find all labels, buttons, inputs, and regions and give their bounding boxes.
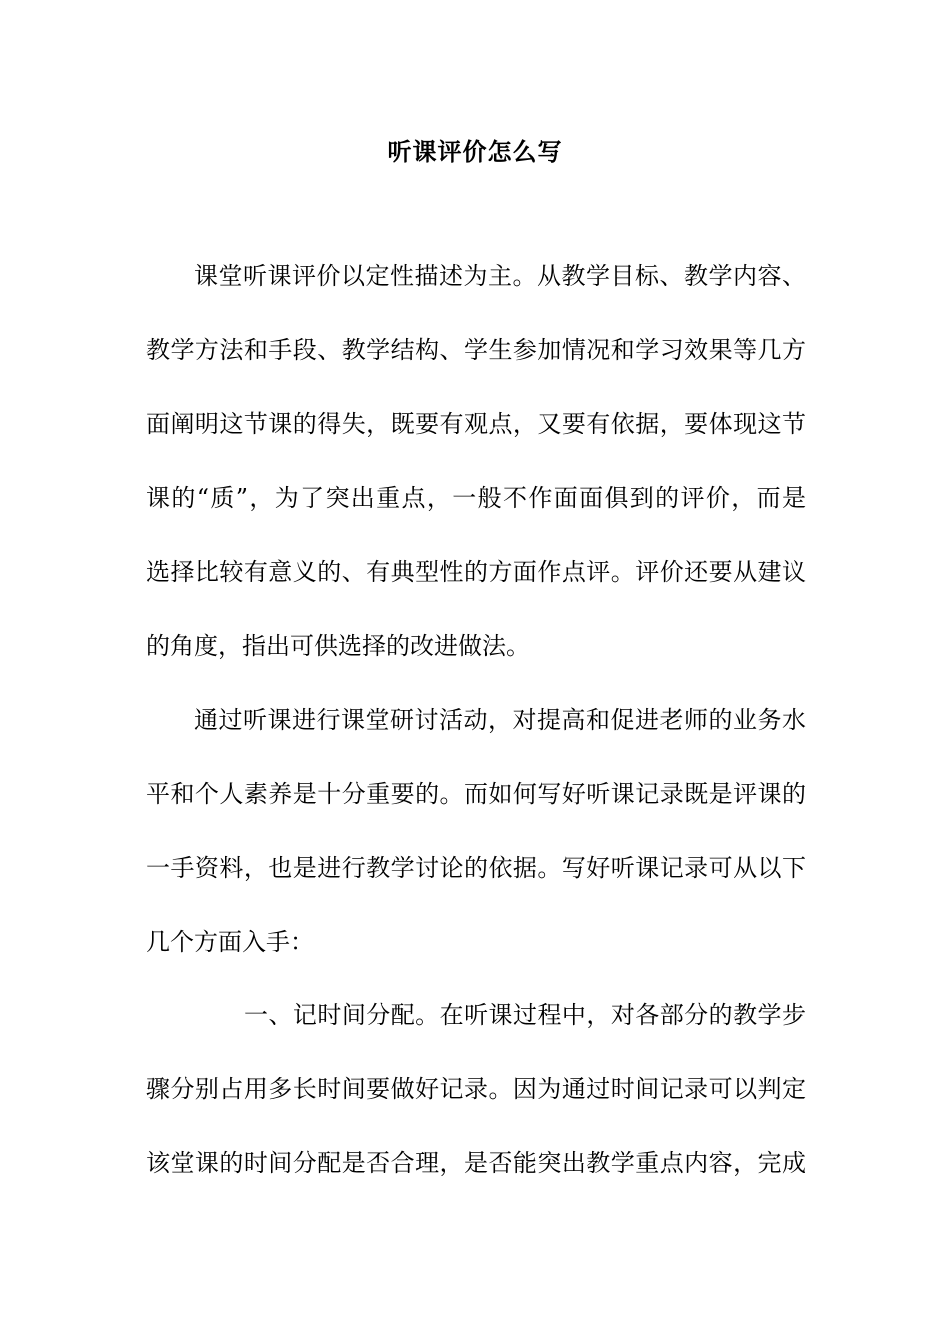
paragraph-1-line-1: 课堂听课评价以定性描述为主。从教学目标、教学内容、 (194, 262, 806, 290)
paragraph-2-line-3: 一手资料，也是进行教学讨论的依据。写好听课记录可从以下 (146, 854, 806, 882)
paragraph-1-line-2: 教学方法和手段、教学结构、学生参加情况和学习效果等几方 (146, 336, 806, 364)
paragraph-2-line-1: 通过听课进行课堂研讨活动，对提高和促进老师的业务水 (194, 706, 806, 734)
paragraph-1-line-5: 选择比较有意义的、有典型性的方面作点评。评价还要从建议 (146, 558, 806, 586)
document-title: 听课评价怎么写 (387, 137, 563, 166)
paragraph-2-line-4: 几个方面入手： (146, 928, 314, 956)
paragraph-1-line-3: 面阐明这节课的得失，既要有观点，又要有依据，要体现这节 (146, 410, 806, 438)
paragraph-3-line-3: 该堂课的时间分配是否合理，是否能突出教学重点内容，完成 (146, 1149, 806, 1177)
paragraph-1-line-6: 的角度，指出可供选择的改进做法。 (146, 632, 530, 660)
paragraph-3-line-1: 一、记时间分配。在听课过程中，对各部分的教学步 (244, 1001, 806, 1029)
paragraph-3-line-2: 骤分别占用多长时间要做好记录。因为通过时间记录可以判定 (146, 1075, 806, 1103)
paragraph-2-line-2: 平和个人素养是十分重要的。而如何写好听课记录既是评课的 (146, 780, 806, 808)
paragraph-1-line-4: 课的“质”，为了突出重点，一般不作面面俱到的评价，而是 (146, 484, 806, 512)
